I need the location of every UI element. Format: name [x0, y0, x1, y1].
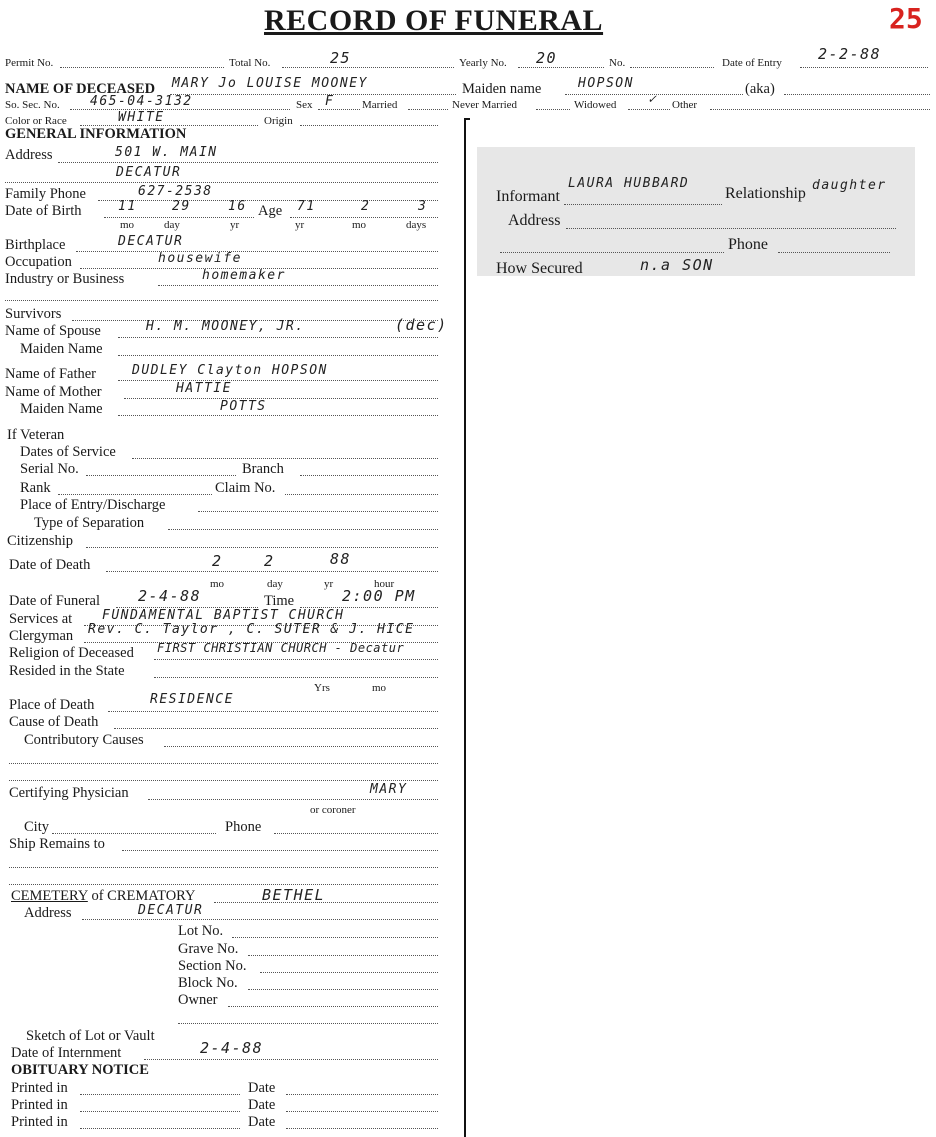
date-of-entry-value: 2-2-88	[818, 45, 882, 63]
spouse-value: H. M. MOONEY, JR.	[146, 319, 305, 334]
ship-remains-line-3	[9, 884, 438, 885]
sex-value: F	[325, 94, 335, 109]
relationship-label: Relationship	[725, 185, 806, 202]
place-of-death-line	[108, 711, 438, 712]
never-married-line	[536, 109, 570, 110]
block-no-line	[248, 989, 438, 990]
dob-sub-day: day	[164, 219, 180, 231]
family-phone-value: 627-2538	[138, 184, 213, 199]
dob-sub-mo: mo	[120, 219, 135, 231]
mother-maiden-label: Maiden Name	[20, 401, 103, 417]
cemetery-address-line	[82, 919, 438, 920]
internment-line	[144, 1059, 438, 1060]
informant-line	[564, 204, 722, 205]
cause-of-death-line	[114, 728, 438, 729]
maiden-name-label: Maiden name	[462, 81, 542, 97]
claim-no-line	[285, 494, 438, 495]
grave-no-label: Grave No.	[178, 941, 239, 957]
of-crematory-word: of CREMATORY	[87, 888, 196, 904]
religion-value: FIRST CHRISTIAN CHURCH - Decatur	[157, 641, 405, 655]
ship-remains-line-2	[9, 867, 438, 868]
birthplace-line	[76, 251, 438, 252]
name-of-deceased-label: NAME OF DECEASED	[5, 81, 156, 97]
clergyman-value: Rev. C. Taylor , C. SUTER & J. HICE	[88, 622, 415, 637]
owner-line	[228, 1006, 438, 1007]
date-of-entry-label: Date of Entry	[722, 57, 782, 69]
total-no-line	[282, 67, 454, 68]
yearly-no-label: Yearly No.	[459, 57, 507, 69]
death-sub-hour: hour	[374, 578, 395, 590]
date-of-funeral-value: 2-4-88	[138, 587, 202, 605]
informant-value: LAURA HUBBARD	[568, 176, 690, 191]
ship-remains-label: Ship Remains to	[9, 836, 105, 852]
services-at-label: Services at	[9, 611, 73, 627]
how-secured-label: How Secured	[496, 260, 583, 277]
industry-value: homemaker	[202, 268, 286, 283]
physician-phone-label: Phone	[225, 819, 262, 835]
contributory-line-2	[9, 763, 438, 764]
cemetery-name-value: BETHEL	[262, 886, 326, 904]
how-secured-value: n.a SON	[640, 256, 714, 274]
citizenship-label: Citizenship	[7, 533, 74, 549]
date-of-internment-value: 2-4-88	[200, 1039, 264, 1057]
branch-line	[300, 475, 438, 476]
aka-line	[784, 94, 930, 95]
mother-line	[124, 398, 438, 399]
religion-label: Religion of Deceased	[9, 645, 134, 661]
informant-address-line	[566, 228, 896, 229]
or-coroner-label: or coroner	[310, 804, 356, 816]
time-value: 2:00 PM	[342, 587, 416, 605]
certifying-physician-value: MARY	[370, 782, 408, 797]
informant-phone-label: Phone	[728, 236, 768, 253]
dates-of-service-label: Dates of Service	[20, 444, 116, 460]
widowed-label: Widowed	[574, 99, 617, 111]
relationship-value: daughter	[812, 178, 887, 193]
name-line	[170, 94, 456, 95]
ssn-line	[70, 109, 290, 110]
address-value-line-2: DECATUR	[116, 165, 182, 180]
physician-line	[148, 799, 438, 800]
spouse-line	[118, 337, 438, 338]
sketch-label: Sketch of Lot or Vault	[26, 1028, 155, 1044]
birthplace-label: Birthplace	[5, 237, 66, 253]
resided-yrs-label: Yrs	[314, 682, 330, 694]
printed-date-line-1	[286, 1094, 438, 1095]
certifying-physician-label: Certifying Physician	[9, 785, 129, 801]
contributory-line	[164, 746, 438, 747]
printed-date-label-3: Date	[248, 1114, 276, 1130]
date-of-death-label: Date of Death	[9, 557, 91, 573]
age-sub-days: days	[406, 219, 427, 231]
clergyman-label: Clergyman	[9, 628, 74, 644]
lot-no-label: Lot No.	[178, 923, 224, 939]
name-of-deceased-value: MARY Jo LOUISE MOONEY	[172, 76, 368, 91]
aka-label: (aka)	[745, 81, 775, 97]
dob-month: 11	[118, 199, 137, 214]
color-or-race-label: Color or Race	[5, 115, 67, 127]
place-entry-discharge-label: Place of Entry/Discharge	[20, 497, 166, 513]
date-of-funeral-label: Date of Funeral	[9, 593, 100, 609]
date-of-internment-label: Date of Internment	[11, 1045, 122, 1061]
industry-line	[158, 285, 438, 286]
printed-in-label-1: Printed in	[11, 1080, 68, 1096]
type-of-separation-label: Type of Separation	[34, 515, 145, 531]
ssn-value: 465-04-3132	[90, 94, 193, 109]
type-of-separation-line	[168, 529, 438, 530]
death-sub-mo: mo	[210, 578, 225, 590]
mother-value: HATTIE	[176, 381, 232, 396]
total-no-label: Total No.	[229, 57, 271, 69]
dates-of-service-line	[132, 458, 438, 459]
informant-address-line-2	[500, 252, 724, 253]
services-at-value: FUNDAMENTAL BAPTIST CHURCH	[102, 608, 345, 623]
grave-no-line	[248, 955, 438, 956]
ssn-label: So. Sec. No.	[5, 99, 60, 111]
printed-date-line-2	[286, 1111, 438, 1112]
mother-maiden-value: POTTS	[220, 399, 267, 414]
date-of-death-year: 88	[330, 550, 352, 568]
contributory-causes-label: Contributory Causes	[24, 732, 144, 748]
family-phone-label: Family Phone	[5, 186, 86, 202]
serial-no-line	[86, 475, 236, 476]
ship-remains-line	[122, 850, 438, 851]
other-label: Other	[672, 99, 698, 111]
address-line-2	[5, 182, 438, 183]
no-label: No.	[609, 57, 626, 69]
printed-in-line-3	[80, 1128, 240, 1129]
place-of-death-value: RESIDENCE	[150, 692, 234, 707]
cemetery-line	[214, 902, 438, 903]
section-no-label: Section No.	[178, 958, 247, 974]
age-sub-mo: mo	[352, 219, 367, 231]
time-label: Time	[264, 593, 295, 609]
color-or-race-value: WHITE	[118, 110, 165, 125]
section-no-line	[260, 972, 438, 973]
informant-phone-line	[778, 252, 890, 253]
page-number: 25	[889, 2, 923, 35]
father-line	[118, 380, 438, 381]
serial-no-label: Serial No.	[20, 461, 79, 477]
survivors-label: Survivors	[5, 306, 62, 322]
date-of-death-day: 2	[264, 552, 275, 570]
father-label: Name of Father	[5, 366, 96, 382]
dob-year: 16	[228, 199, 247, 214]
place-entry-discharge-line	[198, 511, 438, 512]
mother-label: Name of Mother	[5, 384, 102, 400]
printed-in-label-3: Printed in	[11, 1114, 68, 1130]
physician-phone-line	[274, 833, 438, 834]
never-married-label: Never Married	[452, 99, 518, 111]
printed-date-line-3	[286, 1128, 438, 1129]
death-sub-day: day	[267, 578, 283, 590]
no-line	[630, 67, 714, 68]
rank-label: Rank	[20, 480, 51, 496]
address-value-line-1: 501 W. MAIN	[115, 145, 218, 160]
age-years: 71	[297, 199, 316, 214]
maiden-name-value: HOPSON	[578, 76, 634, 91]
industry-line-2	[5, 300, 438, 301]
widowed-check-mark: ✓	[648, 92, 658, 107]
date-of-entry-line	[800, 67, 928, 68]
date-of-death-line	[106, 571, 438, 572]
city-label: City	[24, 819, 49, 835]
citizenship-line	[86, 547, 438, 548]
spouse-label: Name of Spouse	[5, 323, 101, 339]
dob-sub-yr: yr	[230, 219, 240, 231]
cemetery-address-label: Address	[24, 905, 72, 921]
obituary-heading: OBITUARY NOTICE	[11, 1062, 149, 1078]
claim-no-label: Claim No.	[215, 480, 276, 496]
spouse-maiden-line	[118, 355, 438, 356]
yearly-no-line	[518, 67, 604, 68]
column-divider	[464, 118, 466, 1137]
cemetery-address-value: DECATUR	[138, 903, 204, 918]
birthplace-value: DECATUR	[118, 234, 184, 249]
resided-line	[154, 677, 438, 678]
age-days: 3	[418, 199, 428, 214]
rank-line	[58, 494, 212, 495]
industry-label: Industry or Business	[5, 271, 125, 287]
place-of-death-label: Place of Death	[9, 697, 95, 713]
age-sub-yr: yr	[295, 219, 305, 231]
age-label: Age	[258, 203, 283, 219]
age-line	[290, 217, 438, 218]
owner-line-2	[178, 1023, 438, 1024]
if-veteran-label: If Veteran	[7, 427, 65, 443]
address-line-1	[58, 162, 438, 163]
permit-no-line	[60, 67, 224, 68]
origin-line	[300, 125, 438, 126]
printed-date-label-2: Date	[248, 1097, 276, 1113]
divider-tick	[464, 118, 470, 120]
contributory-line-3	[9, 780, 438, 781]
page-title: RECORD OF FUNERAL	[264, 4, 604, 37]
owner-label: Owner	[178, 992, 218, 1008]
death-sub-yr: yr	[324, 578, 334, 590]
religion-line	[154, 659, 438, 660]
printed-in-line-1	[80, 1094, 240, 1095]
occupation-value: housewife	[158, 251, 242, 266]
printed-in-label-2: Printed in	[11, 1097, 68, 1113]
other-line	[710, 109, 930, 110]
general-information-heading: GENERAL INFORMATION	[5, 126, 187, 142]
date-of-death-month: 2	[212, 552, 223, 570]
permit-no-label: Permit No.	[5, 57, 54, 69]
date-of-birth-label: Date of Birth	[5, 203, 82, 219]
occupation-label: Occupation	[5, 254, 72, 270]
dob-line	[104, 217, 254, 218]
total-no-value: 25	[330, 49, 352, 67]
yearly-no-value: 20	[536, 49, 558, 67]
informant-address-label: Address	[508, 212, 561, 229]
origin-label: Origin	[264, 115, 293, 127]
address-label: Address	[5, 147, 53, 163]
mother-maiden-line	[118, 415, 438, 416]
city-line	[52, 833, 216, 834]
cemetery-word: CEMETERY	[11, 888, 88, 904]
father-value: DUDLEY Clayton HOPSON	[132, 363, 328, 378]
cause-of-death-label: Cause of Death	[9, 714, 99, 730]
spouse-note: (dec)	[395, 316, 448, 334]
resided-mo-label: mo	[372, 682, 387, 694]
block-no-label: Block No.	[178, 975, 238, 991]
spouse-maiden-label: Maiden Name	[20, 341, 103, 357]
informant-label: Informant	[496, 188, 560, 205]
lot-no-line	[232, 937, 438, 938]
sex-line	[318, 109, 360, 110]
married-label: Married	[362, 99, 398, 111]
age-months: 2	[361, 199, 371, 214]
dob-day: 29	[172, 199, 191, 214]
resided-in-state-label: Resided in the State	[9, 663, 125, 679]
widowed-line	[628, 109, 670, 110]
family-phone-line	[98, 200, 438, 201]
branch-label: Branch	[242, 461, 284, 477]
sex-label: Sex	[296, 99, 313, 111]
married-line	[408, 109, 448, 110]
printed-in-line-2	[80, 1111, 240, 1112]
printed-date-label-1: Date	[248, 1080, 276, 1096]
